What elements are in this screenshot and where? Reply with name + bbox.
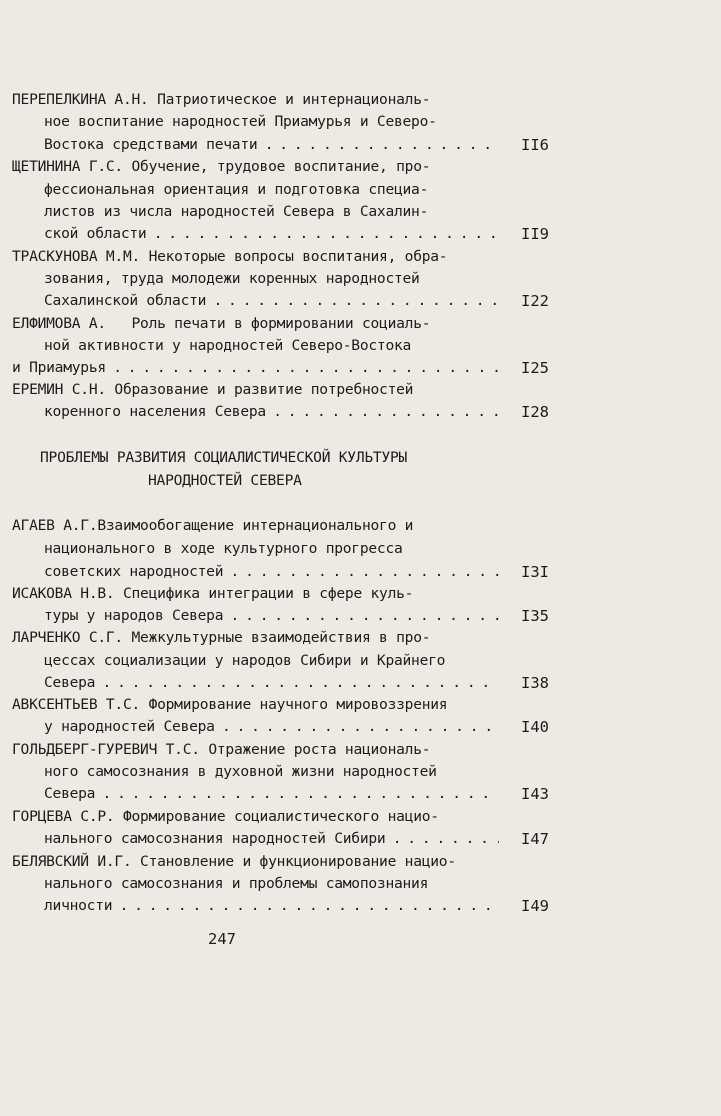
toc-entry-line: коренного населения Севера . . . [44,401,499,423]
toc-entry-line: ТРАСКУНОВА М.М. Некоторые вопросы воспитания, обра- [12,248,448,265]
toc-entry-line: фессиональная ориентация и подготовка специа- [44,181,429,198]
toc-page-number: I25 [521,359,549,377]
toc-page-number: II9 [521,225,549,243]
section-heading-line: НАРОДНОСТЕЙ СЕВЕРА [148,472,302,489]
toc-entry-line: ное воспитание народностей Приамурья и Северо- [44,113,437,130]
toc-entry-line: ПЕРЕПЕЛКИНА А.Н. Патриотическое и интернациональ- [12,91,431,108]
toc-entry-line: зования, труда молодежи коренных народностей [44,270,420,287]
toc-entry-line: у народностей Севера . . . [44,716,499,738]
toc-page-number: I43 [521,785,549,803]
toc-page-number: I38 [521,674,549,692]
section-heading-line: ПРОБЛЕМЫ РАЗВИТИЯ СОЦИАЛИСТИЧЕСКОЙ КУЛЬТУРЫ [40,449,408,466]
toc-entry-line: ЕЛФИМОВА А. Роль печати в формировании социаль- [12,315,431,332]
toc-entry-line: Сахалинской области . . . [44,290,499,312]
toc-page-number: I49 [521,897,549,915]
toc-entry-line: ной активности у народностей Северо-Востока [44,337,412,354]
toc-entry-line: ГОРЦЕВА С.Р. Формирование социалистического нацио- [12,808,439,825]
toc-entry-line: ЕРЕМИН С.Н. Образование и развитие потребностей [12,381,414,398]
toc-entry-line: ного самосознания в духовной жизни народностей [44,763,437,780]
toc-entry-line: ской области . . . [44,223,499,245]
toc-entry-line: листов из числа народностей Севера в Сахалин- [44,203,429,220]
toc-entry-line: Севера . . . [44,783,499,805]
folio-page-number: 247 [208,930,236,948]
toc-entry-line: ЩЕТИНИНА Г.С. Обучение, трудовое воспитание, про- [12,158,431,175]
toc-entry-line: БЕЛЯВСКИЙ И.Г. Становление и функционирование нацио- [12,853,456,870]
toc-entry-line: национального в ходе культурного прогресса [44,540,403,557]
toc-entry-line: Севера . . . [44,672,499,694]
toc-entry-line: личности . . . [44,895,499,917]
toc-page-number: I22 [521,292,549,310]
toc-entry-line: Востока средствами печати . . . [44,134,499,156]
toc-entry-line: ЛАРЧЕНКО С.Г. Межкультурные взаимодействия в про- [12,629,431,646]
toc-entry-line: АГАЕВ А.Г.Взаимообогащение интернационального и [12,517,414,534]
toc-entry-line: нального самосознания народностей Сибири . . . [44,828,499,850]
toc-entry-line: туры у народов Севера . . . [44,605,499,627]
toc-entry-line: цессах социализации у народов Сибири и Крайнего [44,652,446,669]
toc-entry-line: нального самосознания и проблемы самопознания [44,875,429,892]
toc-page-number: I47 [521,830,549,848]
toc-page-number: I35 [521,607,549,625]
toc-entry-line: и Приамурья . . . [12,357,499,379]
toc-page-number: I3I [521,563,549,581]
toc-entry-line: ГОЛЬДБЕРГ-ГУРЕВИЧ Т.С. Отражение роста националь- [12,741,431,758]
toc-page-number: I28 [521,403,549,421]
toc-entry-line: ИСАКОВА Н.В. Специфика интеграции в сфере куль- [12,585,414,602]
toc-page-number: I40 [521,718,549,736]
toc-entry-line: советских народностей . . . [44,561,499,583]
toc-page-number: II6 [521,136,549,154]
toc-entry-line: АВКСЕНТЬЕВ Т.С. Формирование научного мировоззрения [12,696,448,713]
